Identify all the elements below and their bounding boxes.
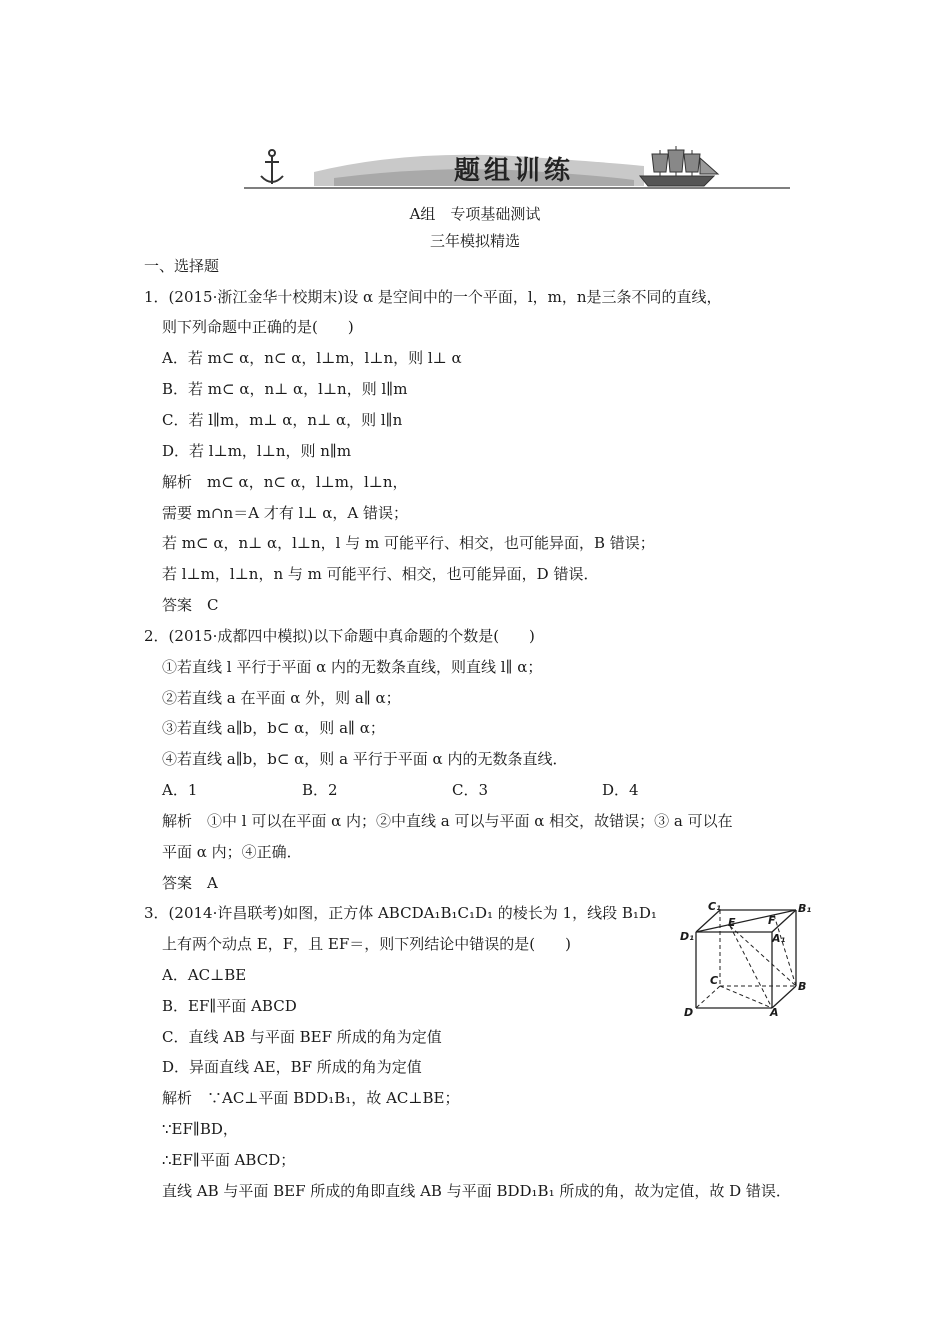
option-c: C．直线 AB 与平面 BEF 所成的角为定值 <box>162 1028 442 1046</box>
cube-figure <box>676 896 812 1022</box>
analysis-line: 解析 m⊂ α，n⊂ α，l⊥m，l⊥n， <box>162 473 408 491</box>
analysis-line: 解析 ∵AC⊥平面 BDD₁B₁，故 AC⊥BE； <box>162 1089 460 1107</box>
vertex-label: A <box>770 1006 779 1019</box>
vertex-label: D <box>684 1006 694 1019</box>
analysis-line: 若 m⊂ α，n⊥ α，l⊥n，l 与 m 可能平行、相交，也可能异面，B 错误； <box>162 534 655 552</box>
statement-2: ②若直线 a 在平面 α 外，则 a∥ α； <box>162 689 401 707</box>
question-source: (2015·成都四中模拟) <box>168 627 314 645</box>
question-text: 以下命题中真命题的个数是( ) <box>313 627 535 645</box>
question-number: 1． <box>144 288 169 306</box>
cube-diagram <box>676 896 812 1022</box>
subtitle-heading: 三年模拟精选 <box>429 232 520 250</box>
section-banner <box>244 142 790 192</box>
option-d: D．4 <box>602 781 639 799</box>
group-heading: A组 专项基础测试 <box>409 205 541 223</box>
analysis-line: ∴EF∥平面 ABCD； <box>162 1151 296 1169</box>
option-d: D．若 l⊥m，l⊥n，则 n∥m <box>162 442 352 460</box>
option-a: A．1 <box>162 781 198 799</box>
analysis-line: 直线 AB 与平面 BEF 所成的角即直线 AB 与平面 BDD₁B₁ 所成的角，故为定值，故 D 错误． <box>162 1182 791 1200</box>
vertex-label: C₁ <box>708 900 721 913</box>
option-d: D．异面直线 AE，BF 所成的角为定值 <box>162 1058 422 1076</box>
option-a: A．若 m⊂ α，n⊂ α，l⊥m，l⊥n，则 l⊥ α <box>162 349 462 367</box>
question-1-stem <box>144 287 722 307</box>
sailing-ship-icon <box>640 146 718 186</box>
question-number: 3． <box>144 904 169 922</box>
vertex-label: B <box>798 980 807 993</box>
vertex-label: F <box>768 914 776 927</box>
analysis-line: 若 l⊥m，l⊥n，n 与 m 可能平行、相交，也可能异面，D 错误． <box>162 565 599 583</box>
anchor-icon <box>261 150 283 184</box>
question-3-stem <box>144 903 657 923</box>
option-c: C．3 <box>452 781 489 799</box>
option-a: A．AC⊥BE <box>162 966 247 984</box>
statement-3: ③若直线 a∥b，b⊂ α，则 a∥ α； <box>162 719 385 737</box>
vertex-label: B₁ <box>798 902 812 915</box>
question-source: (2014·许昌联考) <box>168 904 284 922</box>
question-1-stem-cont: 则下列命题中正确的是( ) <box>162 318 354 336</box>
vertex-label: D₁ <box>680 930 694 943</box>
answer: 答案 C <box>162 596 219 614</box>
analysis-line: ∵EF∥BD， <box>162 1120 238 1138</box>
answer: 答案 A <box>162 874 218 892</box>
question-3-stem-cont: 上有两个动点 E，F，且 EF＝，则下列结论中错误的是( ) <box>162 935 571 953</box>
analysis-line: 需要 m∩n＝A 才有 l⊥ α，A 错误； <box>162 504 408 522</box>
question-text: 如图，正方体 ABCDA₁B₁C₁D₁ 的棱长为 1，线段 B₁D₁ <box>283 904 657 922</box>
analysis-line: 平面 α 内；④正确． <box>162 843 302 861</box>
question-source: (2015·浙江金华十校期末) <box>168 288 344 306</box>
question-2-stem <box>144 626 535 646</box>
option-b: B．EF∥平面 ABCD <box>162 997 297 1015</box>
option-b: B．若 m⊂ α，n⊥ α，l⊥n，则 l∥m <box>162 380 408 398</box>
section-heading: 一、选择题 <box>144 257 220 275</box>
vertex-label: A₁ <box>772 932 786 945</box>
statement-4: ④若直线 a∥b，b⊂ α，则 a 平行于平面 α 内的无数条直线． <box>162 750 568 768</box>
question-text: 设 α 是空间中的一个平面，l，m，n是三条不同的直线， <box>343 288 722 306</box>
banner-title: 题组训练 <box>453 156 574 186</box>
option-b: B．2 <box>302 781 338 799</box>
analysis-line: 解析 ①中 l 可以在平面 α 内；②中直线 a 可以与平面 α 相交，故错误；③ a 可以在 <box>162 812 733 830</box>
option-c: C．若 l∥m，m⊥ α，n⊥ α，则 l∥n <box>162 411 403 429</box>
statement-1: ①若直线 l 平行于平面 α 内的无数条直线，则直线 l∥ α； <box>162 658 543 676</box>
vertex-label: C <box>710 974 719 987</box>
vertex-label: E <box>728 916 736 929</box>
question-number: 2． <box>144 627 169 645</box>
